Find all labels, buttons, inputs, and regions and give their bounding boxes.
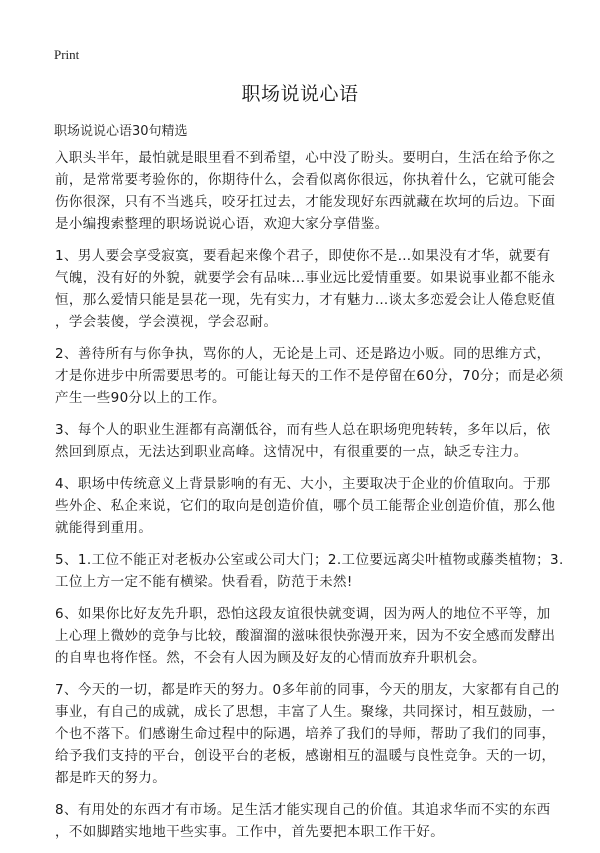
text-line: 入职头半年，最怕就是眼里看不到希望，心中没了盼头。要明白，生活在给予你之 [55, 150, 556, 166]
text-line: 前，是常常要考验你的，你期待什么，会看似离你很远，你执着什么，它就可能会 [55, 172, 556, 188]
quote-paragraph-1 [55, 245, 575, 333]
quote-paragraph-6 [55, 603, 575, 669]
text-line: 给予我们支持的平台，创设平台的老板，感谢相互的温暖与良性竞争。天的一切， [55, 748, 556, 764]
intro-paragraph [55, 147, 575, 235]
text-line: 上心理上微妙的竞争与比较，酸溜溜的滋味很快弥漫开来，因为不安全感而发酵出 [55, 628, 556, 644]
text-line: 是小编搜索整理的职场说说心语，欢迎大家分享借鉴。 [55, 216, 389, 232]
quote-paragraph-3 [55, 419, 575, 463]
text-line: 4、职场中传统意义上背景影响的有无、大小，主要取决于企业的价值取向。于那 [55, 476, 551, 492]
quote-paragraph-2 [55, 343, 575, 409]
text-line: ，学会装傻，学会漠视，学会忍耐。 [55, 314, 278, 330]
text-line: ，不如脚踏实地地干些实事。工作中，首先要把本职工作干好。 [55, 824, 445, 840]
text-line: 个也不落下。们感谢生命过程中的际遇，培养了我们的导师，帮助了我们的同事， [55, 726, 556, 742]
text-line: 恒，那么爱情只能是昙花一现，先有实力，才有魅力…谈太多恋爱会让人倦怠贬值 [55, 292, 556, 308]
text-line: 3、每个人的职业生涯都有高潮低谷，而有些人总在职场兜兜转转，多年以后，依 [55, 422, 551, 438]
text-line: 7、今天的一切，都是昨天的努力。0多年前的同事，今天的朋友，大家都有自己的 [55, 682, 560, 698]
text-line: 都是昨天的努力。 [55, 770, 167, 786]
text-line: 1、男人要会享受寂寞，要看起来像个君子，即使你不是…如果没有才华，就要有 [55, 248, 551, 264]
quote-paragraph-7 [55, 679, 575, 789]
text-line: 就能得到重用。 [55, 520, 153, 536]
page-title: 职场说说心语 [241, 83, 359, 105]
page-subtitle: 职场说说心语30句精选 [54, 124, 188, 139]
text-line: 6、如果你比好友先升职，恐怕这段友谊很快就变调，因为两人的地位不平等，加 [55, 606, 551, 622]
text-line: 5、1.工位不能正对老板办公室或公司大门；2.工位要远离尖叶植物或藤类植物；3. [55, 552, 564, 568]
text-line: 伤你很深，只有不当逃兵，咬牙扛过去，才能发现好东西就藏在坎坷的后边。下面 [55, 194, 556, 210]
text-line: 些外企、私企来说，它们的取向是创造价值，哪个员工能帮企业创造价值，那么他 [55, 498, 556, 514]
text-line: 2、善待所有与你争执，骂你的人，无论是上司、还是路边小贩。同的思维方式， [55, 346, 551, 362]
print-link[interactable]: Print [54, 47, 80, 62]
text-line: 气魄，没有好的外貌，就要学会有品味…事业远比爱情重要。如果说事业都不能永 [55, 270, 556, 286]
text-line: 然回到原点，无法达到职业高峰。这情况中，有很重要的一点，缺乏专注力。 [55, 444, 528, 460]
text-line: 的自卑也将作怪。然，不会有人因为顾及好友的心情而放弃升职机会。 [55, 650, 486, 666]
text-line: 8、有用处的东西才有市场。足生活才能实现自己的价值。其追求华而不实的东西 [55, 802, 551, 818]
quote-paragraph-4 [55, 473, 575, 539]
text-line: 才是你进步中所需要思考的。可能让每天的工作不是停留在60分，70分；而是必须 [55, 368, 564, 384]
text-line: 工位上方一定不能有横梁。快看看，防范于未然! [55, 574, 353, 590]
text-line: 产生一些90分以上的工作。 [55, 390, 226, 406]
quote-paragraph-5 [55, 549, 575, 593]
article-body [55, 147, 575, 853]
quote-paragraph-8 [55, 799, 575, 843]
text-line: 事业，有自己的成就，成长了思想，丰富了人生。聚缘，共同探讨，相互鼓励，一 [55, 704, 556, 720]
